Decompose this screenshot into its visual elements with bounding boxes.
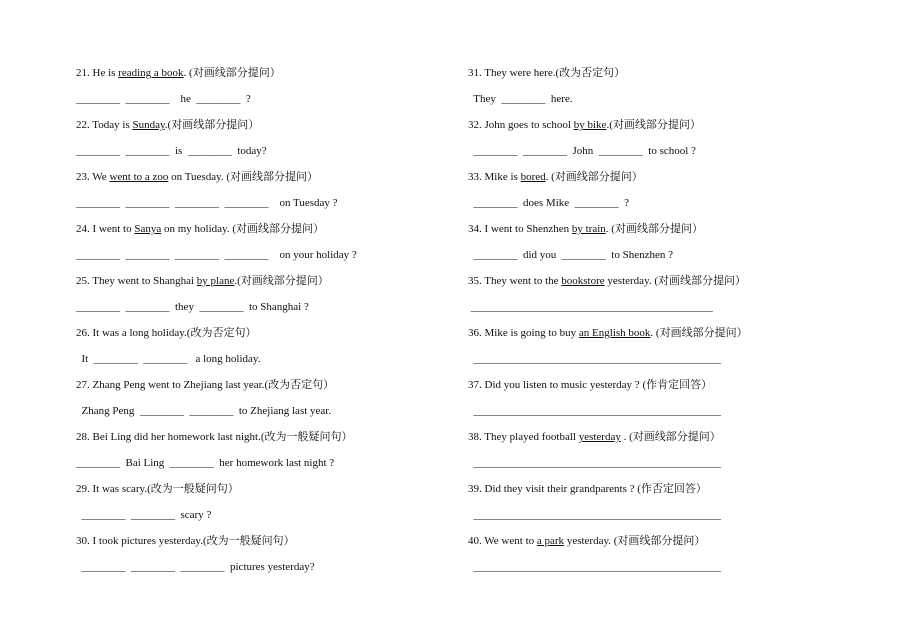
underlined-phrase: yesterday	[578, 431, 621, 443]
underlined-phrase: by plane	[196, 275, 235, 287]
question-prompt	[468, 372, 908, 398]
question-text: 31. They were here.(改为否定句）	[468, 67, 626, 79]
answer-line: ____________________________________________	[468, 301, 713, 313]
answer-line: ________ ________ scary ?	[76, 509, 212, 521]
answer-line: ________ ________ ________ ________ on Tuesday ?	[76, 197, 338, 209]
answer-line: ________ ________ John ________ to school ?	[468, 145, 696, 157]
underlined-phrase: by train	[571, 223, 606, 235]
answer-line: Zhang Peng ________ ________ to Zhejiang last year.	[76, 405, 332, 417]
question-34	[468, 216, 908, 268]
question-25	[76, 268, 456, 320]
underlined-phrase: bored	[520, 171, 546, 183]
left-column	[76, 60, 456, 580]
underlined-phrase: Sunday	[132, 119, 165, 131]
question-27	[76, 372, 456, 424]
question-instruction: . (对画线部分提问）	[545, 171, 643, 183]
question-23	[76, 164, 456, 216]
question-prompt	[76, 528, 456, 554]
question-instruction: .(对画线部分提问）	[164, 119, 260, 131]
question-text: 38. They played football	[468, 431, 579, 443]
answer-line: _____________________________________________	[468, 405, 721, 417]
question-text: 36. Mike is going to buy	[468, 327, 579, 339]
right-column	[468, 60, 908, 580]
answer-line: ________ ________ ________ pictures yesterday?	[76, 561, 315, 573]
question-29	[76, 476, 456, 528]
question-prompt	[468, 216, 908, 242]
question-prompt	[76, 320, 456, 346]
answer-line: ________ ________ ________ ________ on your holiday ?	[76, 249, 357, 261]
underlined-phrase: Sanya	[134, 223, 162, 235]
question-instruction: .(对画线部分提问）	[606, 119, 701, 131]
question-33	[468, 164, 908, 216]
question-24	[76, 216, 456, 268]
answer-line: _____________________________________________	[468, 353, 721, 365]
question-31	[468, 60, 908, 112]
question-21	[76, 60, 456, 112]
question-text: 25. They went to Shanghai	[76, 275, 197, 287]
question-36	[468, 320, 908, 372]
question-instruction: .(对画线部分提问）	[234, 275, 329, 287]
question-text: 22. Today is	[76, 119, 133, 131]
question-40	[468, 528, 908, 580]
question-prompt	[468, 60, 908, 86]
question-prompt	[76, 476, 456, 502]
question-28	[76, 424, 456, 476]
underlined-phrase: reading a book	[118, 67, 184, 79]
answer-line: They ________ here.	[468, 93, 573, 105]
question-instruction: yesterday. (对画线部分提问）	[604, 275, 747, 287]
question-prompt	[76, 216, 456, 242]
question-instruction: on Tuesday. (对画线部分提问）	[168, 171, 319, 183]
question-text: 21. He is	[76, 67, 119, 79]
question-text: 23. We	[76, 171, 110, 183]
answer-line: ________ Bai Ling ________ her homework last night ?	[76, 457, 335, 469]
answer-line: ________ did you ________ to Shenzhen ?	[468, 249, 674, 261]
question-text: 26. It was a long holiday.(改为否定句）	[76, 327, 257, 339]
question-32	[468, 112, 908, 164]
question-prompt	[76, 372, 456, 398]
answer-line: _____________________________________________	[468, 509, 721, 521]
question-35	[468, 268, 908, 320]
question-instruction: . (对画线部分提问）	[183, 67, 281, 79]
question-instruction: . (对画线部分提问）	[605, 223, 703, 235]
question-text: 27. Zhang Peng went to Zhejiang last year.(改为否定句）	[76, 379, 335, 391]
question-39	[468, 476, 908, 528]
answer-line: ________ does Mike ________ ?	[468, 197, 630, 209]
question-text: 40. We went to	[468, 535, 537, 547]
question-prompt	[468, 476, 908, 502]
question-26	[76, 320, 456, 372]
question-prompt	[76, 164, 456, 190]
question-text: 32. John goes to school	[468, 119, 574, 131]
question-text: 29. It was scary.(改为一般疑问句）	[76, 483, 239, 495]
underlined-phrase: an English book	[578, 327, 651, 339]
question-prompt	[468, 112, 908, 138]
question-instruction: . (对画线部分提问）	[620, 431, 721, 443]
question-30	[76, 528, 456, 580]
question-instruction: on my holiday. (对画线部分提问）	[161, 223, 324, 235]
question-text: 33. Mike is	[468, 171, 521, 183]
answer-line: ________ ________ they ________ to Shanghai ?	[76, 301, 309, 313]
question-text: 37. Did you listen to music yesterday ? (作肯定回答）	[468, 379, 713, 391]
answer-line: It ________ ________ a long holiday.	[76, 353, 261, 365]
answer-line: ________ ________ he ________ ?	[76, 93, 251, 105]
question-prompt	[468, 320, 908, 346]
question-text: 30. I took pictures yesterday.(改为一般疑问句）	[76, 535, 295, 547]
question-text: 34. I went to Shenzhen	[468, 223, 572, 235]
question-prompt	[468, 268, 908, 294]
question-text: 39. Did they visit their grandparents ? (作否定回答）	[468, 483, 707, 495]
underlined-phrase: bookstore	[561, 275, 605, 287]
underlined-phrase: by bike	[573, 119, 607, 131]
question-text: 24. I went to	[76, 223, 135, 235]
question-37	[468, 372, 908, 424]
underlined-phrase: a park	[536, 535, 565, 547]
question-prompt	[76, 60, 456, 86]
question-prompt	[76, 112, 456, 138]
question-instruction: . (对画线部分提问）	[650, 327, 748, 339]
question-prompt	[76, 424, 456, 450]
question-text: 35. They went to the	[468, 275, 562, 287]
question-38	[468, 424, 908, 476]
question-prompt	[468, 528, 908, 554]
question-prompt	[468, 164, 908, 190]
answer-line: ________ ________ is ________ today?	[76, 145, 267, 157]
question-prompt	[76, 268, 456, 294]
question-22	[76, 112, 456, 164]
answer-line: _____________________________________________	[468, 561, 721, 573]
question-prompt	[468, 424, 908, 450]
question-text: 28. Bei Ling did her homework last night.(改为一般疑问句）	[76, 431, 353, 443]
answer-line: _____________________________________________	[468, 457, 721, 469]
question-instruction: yesterday. (对画线部分提问）	[564, 535, 706, 547]
underlined-phrase: went to a zoo	[109, 171, 169, 183]
